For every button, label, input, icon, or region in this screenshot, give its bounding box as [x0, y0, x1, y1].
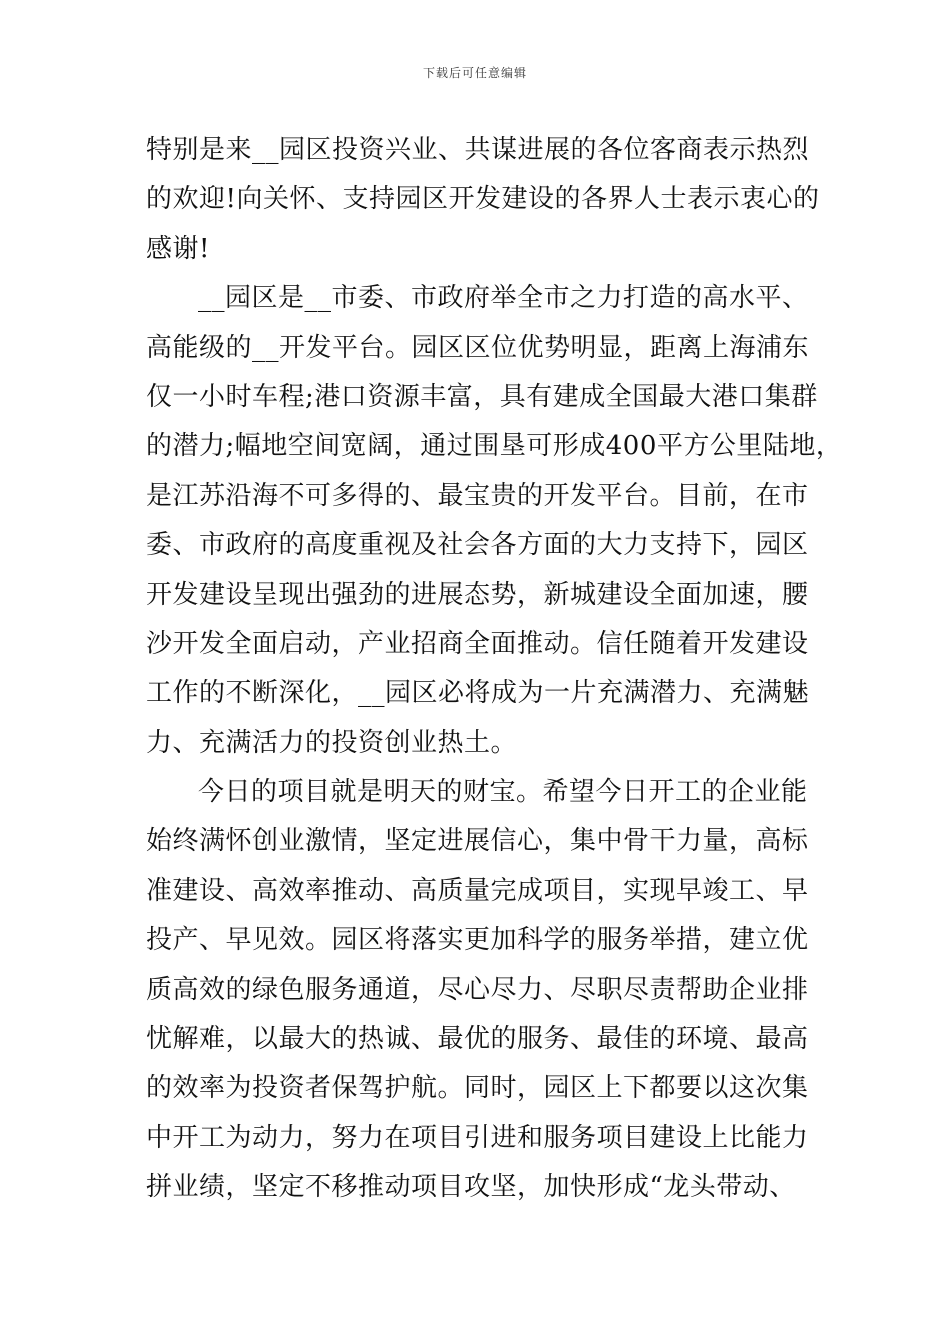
text-line: 开发建设呈现出强劲的进展态势，新城建设全面加速，腰	[146, 579, 809, 610]
text-line: 委、市政府的高度重视及社会各方面的大力支持下，园区	[146, 530, 809, 561]
text-line: 始终满怀创业激情，坚定进展信心，集中骨干力量，高标	[146, 826, 809, 857]
text-line: 的效率为投资者保驾护航。同时，园区上下都要以这次集	[146, 1073, 809, 1104]
text-line: 的潜力;幅地空间宽阔，通过围垦可形成400平方公里陆地，	[146, 431, 843, 462]
text-line: 今日的项目就是明天的财宝。希望今日开工的企业能	[198, 777, 808, 808]
text-line: 高能级的__开发平台。园区区位优势明显，距离上海浦东	[146, 332, 810, 363]
text-line: 仅一小时车程;港口资源丰富，具有建成全国最大港口集群	[146, 381, 818, 412]
page-header: 下载后可任意编辑	[422, 66, 527, 80]
text-line: 拼业绩，坚定不移推动项目攻坚，加快形成“龙头带动、	[146, 1172, 796, 1203]
text-line: 准建设、高效率推动、高质量完成项目，实现早竣工、早	[146, 875, 809, 906]
text-line: 特别是来__园区投资兴业、共谋进展的各位客商表示热烈	[146, 135, 810, 165]
text-line: 是江苏沿海不可多得的、最宝贵的开发平台。目前，在市	[146, 480, 809, 511]
text-line: 投产、早见效。园区将落实更加科学的服务举措，建立优	[146, 925, 809, 956]
text-line: 质高效的绿色服务通道，尽心尽力、尽职尽责帮助企业排	[146, 974, 809, 1005]
text-line: __园区是__市委、市政府举全市之力打造的高水平、	[198, 283, 809, 314]
text-line: 忧解难，以最大的热诚、最优的服务、最佳的环境、最高	[146, 1024, 809, 1055]
text-line: 中开工为动力，努力在项目引进和服务项目建设上比能力	[146, 1122, 809, 1153]
document-body	[146, 126, 843, 1213]
text-line: 工作的不断深化，__园区必将成为一片充满潜力、充满魅	[146, 678, 810, 709]
text-line: 力、充满活力的投资创业热土。	[146, 727, 518, 758]
text-line: 感谢!	[146, 233, 210, 264]
text-line: 沙开发全面启动，产业招商全面推动。信任随着开发建设	[146, 628, 809, 659]
text-line: 的欢迎!向关怀、支持园区开发建设的各界人士表示衷心的	[146, 184, 820, 215]
